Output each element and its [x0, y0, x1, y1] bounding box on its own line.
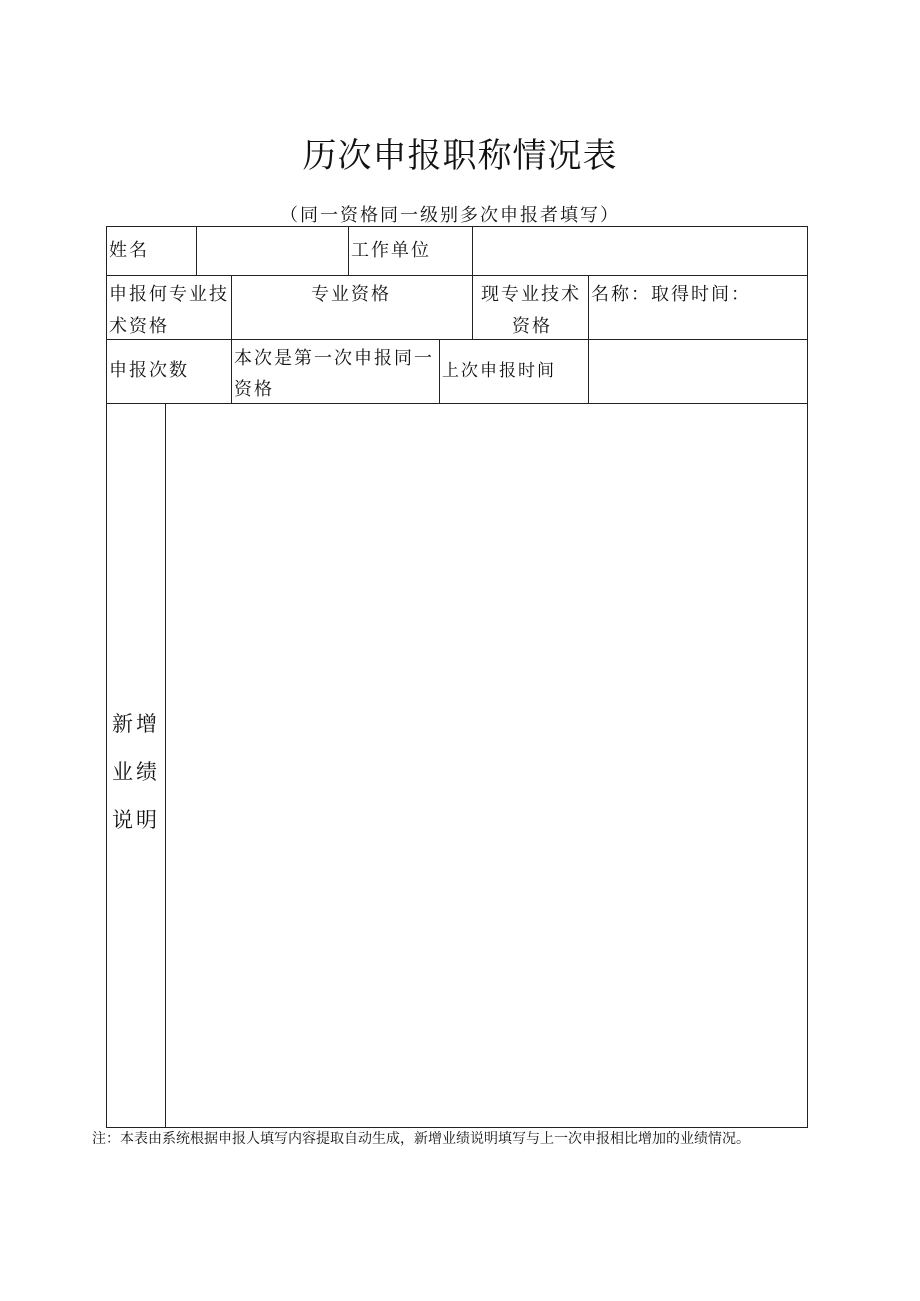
table-right-border — [807, 226, 808, 1128]
achievement-label-line3: 说明 — [112, 808, 160, 832]
row3-divider-a — [231, 339, 232, 403]
row-divider-1 — [106, 275, 808, 276]
row-divider-3 — [106, 403, 808, 404]
row2-divider-a — [231, 275, 232, 339]
row2-divider-c — [588, 275, 589, 339]
last-apply-time-label: 上次申报时间 — [442, 361, 556, 381]
table-left-border — [106, 226, 107, 1128]
table-bottom-border — [106, 1127, 808, 1128]
page-title: 历次申报职称情况表 — [302, 136, 618, 176]
apply-count-desc-line1: 本次是第一次申报同一 — [234, 348, 434, 369]
apply-qualification-label-line2: 术资格 — [109, 316, 169, 337]
page-subtitle: （同一资格同一级别多次申报者填写） — [280, 205, 620, 226]
work-unit-label: 工作单位 — [351, 240, 431, 261]
name-label: 姓名 — [109, 240, 149, 261]
achievement-label-line1: 新增 — [112, 712, 160, 736]
achievement-label — [106, 700, 166, 844]
footnote: 注：本表由系统根据申报人填写内容提取自动生成，新增业绩说明填写与上一次申报相比增加的业绩情况。 — [92, 1131, 750, 1147]
current-qualification-label-line2: 资格 — [512, 316, 552, 337]
row1-divider-b — [348, 226, 349, 275]
row1-divider-a — [196, 226, 197, 275]
professional-qualification-label: 专业资格 — [311, 284, 391, 305]
apply-count-desc-line2: 资格 — [234, 379, 274, 400]
row3-divider-c — [588, 339, 589, 403]
name-time-label: 名称：取得时间： — [591, 284, 751, 305]
row2-divider-b — [472, 275, 473, 339]
apply-count-label: 申报次数 — [109, 360, 189, 381]
table-top-border — [106, 226, 808, 227]
current-qualification-label-line1: 现专业技术 — [481, 284, 581, 305]
achievement-label-line2: 业绩 — [112, 760, 160, 784]
apply-qualification-label-line1: 申报何专业技 — [109, 284, 229, 305]
row3-divider-b — [439, 339, 440, 403]
row1-divider-c — [472, 226, 473, 275]
row-divider-2 — [106, 339, 808, 340]
